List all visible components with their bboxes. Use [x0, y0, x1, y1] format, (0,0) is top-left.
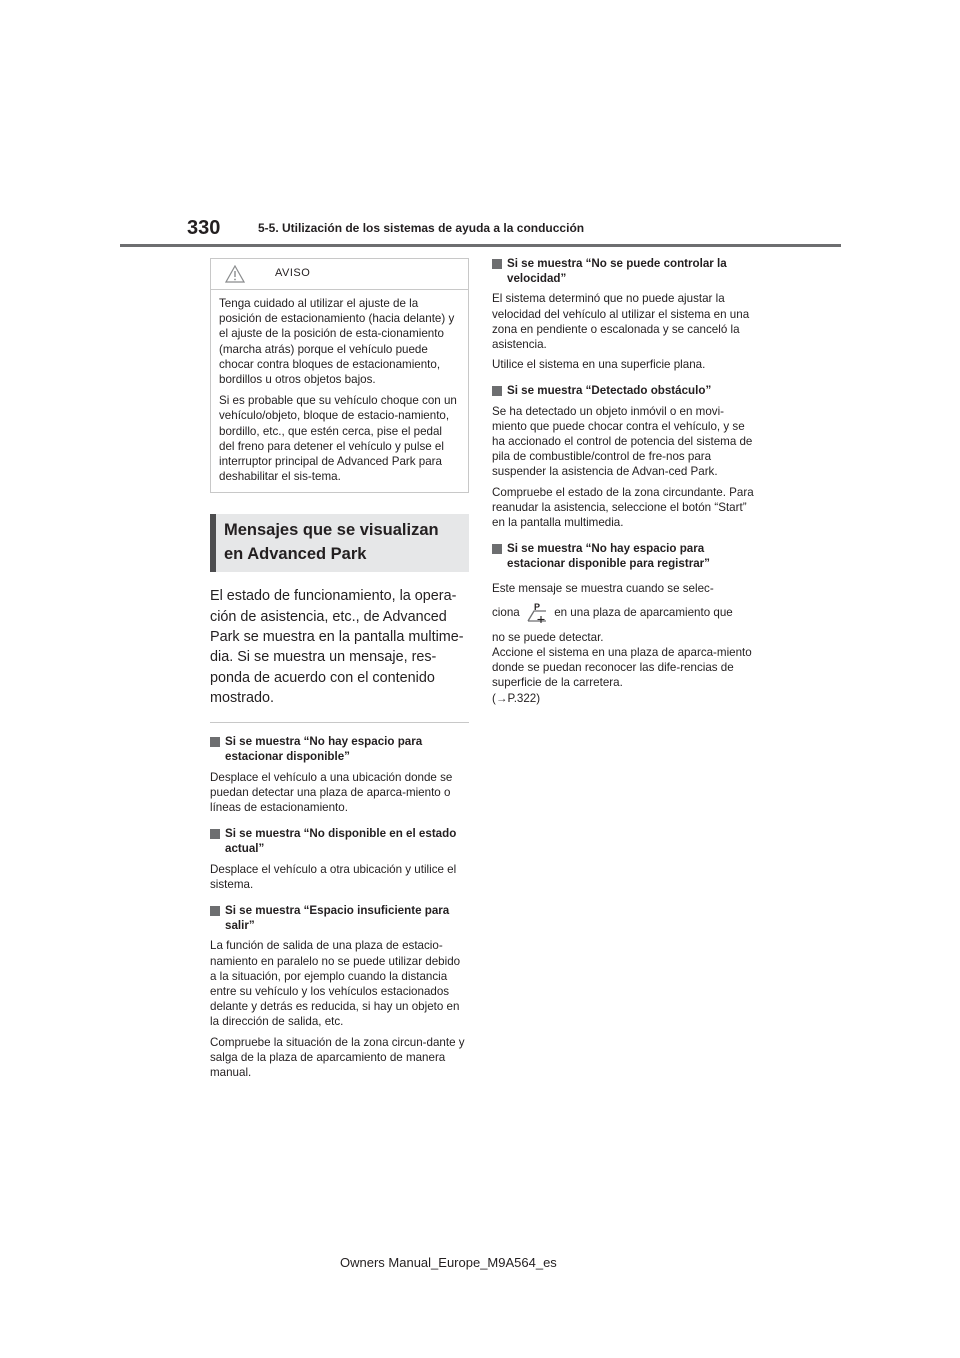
parking-register-icon: [525, 602, 549, 624]
footer-text: Owners Manual_Europe_M9A564_es: [340, 1255, 557, 1270]
warning-label: AVISO: [275, 267, 311, 280]
message-heading: Si se muestra “No hay espacio para estacionar disponible para registrar”: [507, 542, 710, 571]
message-text: El sistema determinó que no puede ajustar la velocidad del vehículo al utilizar el sistema en una zona en pendiente o escalonada y se canceló la asistencia.: [492, 292, 750, 352]
message-text: Desplace el vehículo a una ubicación donde se puedan detectar una plaza de aparca-miento o líneas de estacionamiento.: [210, 770, 453, 815]
message-item: [210, 734, 469, 815]
chapter-title: 5-5. Utilización de los sistemas de ayuda a la conducción: [258, 221, 585, 235]
right-column: [492, 256, 756, 706]
message-item: [492, 383, 756, 530]
section-title: Mensajes que se visualizan en Advanced Park: [210, 514, 469, 572]
header-rule: [120, 244, 841, 247]
warning-body: [211, 296, 468, 484]
square-bullet-icon: [492, 259, 502, 269]
square-bullet-icon: [210, 737, 220, 747]
message-item: [492, 256, 756, 372]
page-reference-link[interactable]: (→P.322): [492, 691, 541, 705]
left-column: [210, 258, 469, 1080]
message-item: [210, 903, 469, 1080]
warning-paragraph: Si es probable que su vehículo choque con un vehículo/objeto, bloque de estacio-namiento, bordillo, etc., que estén cerca, pise el pedal del freno para detener el vehículo y pulse el interruptor principal de Advanced Park para deshabilitar el sis-tema.: [219, 394, 457, 484]
square-bullet-icon: [492, 386, 502, 396]
text-fragment: ciona: [492, 605, 520, 619]
svg-text:P: P: [533, 601, 540, 612]
warning-box: [210, 258, 469, 493]
message-text: Utilice el sistema en una superficie plana.: [492, 358, 706, 372]
square-bullet-icon: [492, 544, 502, 554]
message-text: Compruebe el estado de la zona circundante. Para reanudar la asistencia, seleccione el botón “Start” en la pantalla multimedia.: [492, 485, 754, 530]
message-heading: Si se muestra “Detectado obstáculo”: [507, 384, 712, 398]
message-text: Se ha detectado un objeto inmóvil o en movi-miento que puede chocar contra el vehículo, y se ha accionado el control de potencia del sistema de pila de combustible/control de fre-nos para suspender la asistencia de Advan-ced Park.: [492, 404, 753, 479]
message-item: [210, 826, 469, 892]
section-divider: [210, 722, 469, 723]
square-bullet-icon: [210, 906, 220, 916]
message-text: Desplace el vehículo a otra ubicación y utilice el sistema.: [210, 862, 457, 891]
page-number: 330: [187, 217, 221, 239]
message-heading: Si se muestra “No disponible en el estado actual”: [225, 827, 457, 856]
message-text: Compruebe la situación de la zona circun-dante y salga de la plaza de aparcamiento de manera manual.: [210, 1035, 465, 1080]
message-item: [492, 541, 756, 706]
warning-triangle-icon: [225, 265, 245, 283]
warning-paragraph: Tenga cuidado al utilizar el ajuste de la posición de estacionamiento (hacia delante) y el ajuste de la posición de esta-cionamiento (marcha atrás) porque el vehículo puede chocar contra bloques de estacionamiento, bordillos u otros objetos bajos.: [219, 297, 455, 387]
text-fragment: en una plaza de aparcamiento que: [554, 605, 733, 619]
message-text: Este mensaje se muestra cuando se selec-: [492, 581, 714, 595]
message-text: La función de salida de una plaza de estacio-namiento en paralelo no se puede utilizar debido a la situación, por ejemplo cuando la distancia entre su vehículo y los vehículos estacionados delante y detrás es reducida, si hay un objeto en la dirección de salida, etc.: [210, 939, 461, 1029]
square-bullet-icon: [210, 829, 220, 839]
warning-header: [211, 259, 468, 290]
message-heading: Si se muestra “No se puede controlar la velocidad”: [507, 257, 727, 286]
message-heading: Si se muestra “Espacio insuficiente para salir”: [225, 904, 450, 933]
message-text-with-icon: [492, 602, 756, 624]
section-intro: El estado de funcionamiento, la opera-ción de asistencia, etc., de Advanced Park se muestra en la pantalla multime-dia. Si se muestra un mensaje, res-ponda de acuerdo con el contenido mostrado.: [210, 588, 464, 706]
message-text: no se puede detectar.: [492, 630, 604, 644]
message-heading: Si se muestra “No hay espacio para estacionar disponible”: [225, 735, 423, 764]
message-text: Accione el sistema en una plaza de aparca-miento donde se puedan reconocer las dife-rencias de superficie de la carretera.: [492, 646, 752, 690]
